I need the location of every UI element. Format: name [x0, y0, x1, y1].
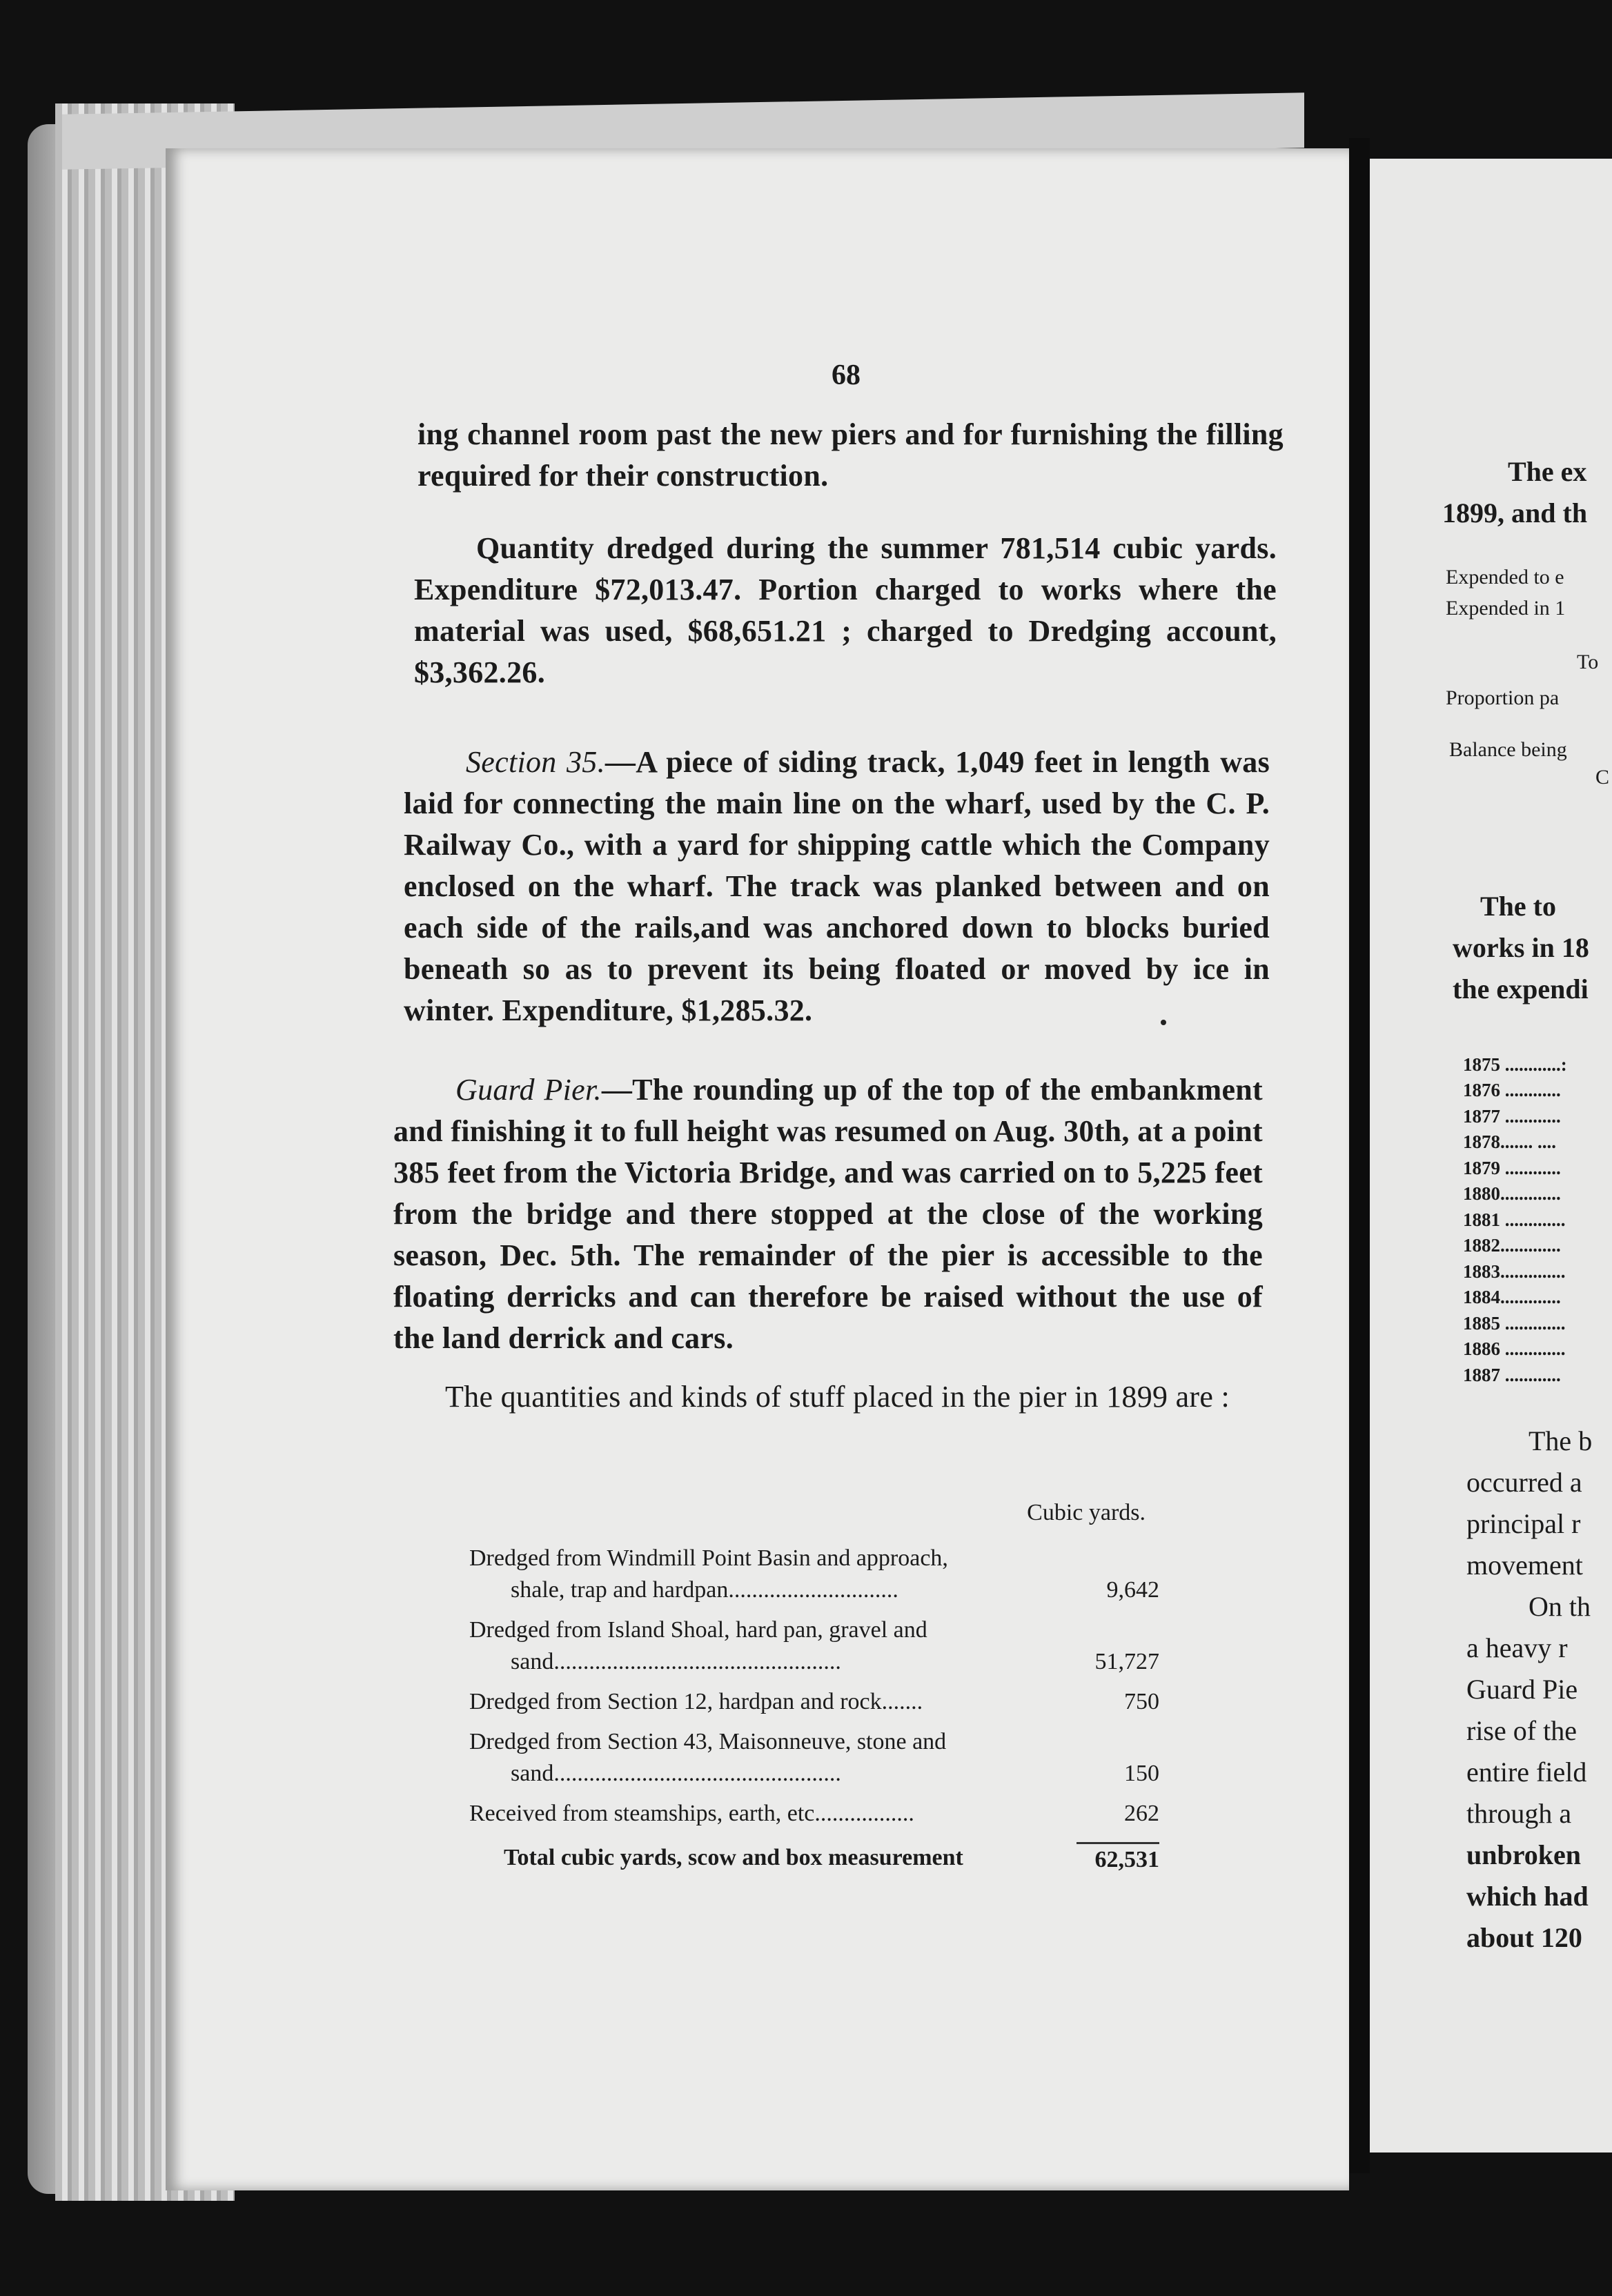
right-text-line: Guard Pie: [1466, 1674, 1578, 1705]
row-label: Dredged from Island Shoal, hard pan, gravel and: [469, 1617, 927, 1643]
year-row: 1875 ............:: [1463, 1054, 1567, 1075]
table-row: [469, 1543, 1159, 1606]
right-ledger-line: C: [1595, 766, 1610, 789]
right-text-line: On th: [1529, 1591, 1591, 1622]
right-text-line: principal r: [1466, 1508, 1581, 1539]
section-35-text: —A piece of siding track, 1,049 feet in length was laid for connecting the main line on the wharf, used by the C. P. Railway Co., with a yard for shipping cattle which the Company enclosed on the wharf. The track was planked between and on each side of the rails,and was anchored down to blocks buried beneath so as to prevent its being floated or moved by ice in winter. Expenditure, $1,285.32.: [404, 745, 1270, 1027]
right-ledger-line: Expended in 1: [1446, 597, 1566, 620]
right-ledger-line: Proportion pa: [1446, 686, 1560, 709]
right-text-line: rise of the: [1466, 1715, 1577, 1746]
right-text-line: movement: [1466, 1550, 1583, 1581]
row-value: 262: [1124, 1801, 1159, 1826]
right-text-line: unbroken: [1466, 1839, 1582, 1870]
total-value: 62,531: [1077, 1842, 1159, 1876]
year-row: 1879 ............: [1463, 1158, 1561, 1178]
year-row: 1884.............: [1463, 1287, 1561, 1307]
right-text-line: the expendi: [1453, 973, 1589, 1004]
right-text-line: a heavy r: [1466, 1632, 1568, 1663]
table-row: [469, 1798, 1159, 1830]
table-row: [469, 1686, 1159, 1718]
right-text-line: occurred a: [1466, 1467, 1582, 1498]
year-row: 1883..............: [1463, 1261, 1566, 1282]
row-value: 150: [1124, 1761, 1159, 1786]
year-row: 1881 .............: [1463, 1209, 1566, 1230]
paragraph-guard-pier: [393, 1069, 1263, 1359]
year-row: 1876 ............: [1463, 1080, 1561, 1100]
quantities-table: [469, 1497, 1159, 1876]
paragraph-section-35: [404, 742, 1270, 1031]
right-ledger-line: To: [1577, 651, 1599, 673]
total-label: Total cubic yards, scow and box measurement: [504, 1845, 963, 1870]
row-label: Received from steamships, earth, etc.................: [469, 1801, 914, 1826]
paragraph-quantity-dredged: Quantity dredged during the summer 781,514 cubic yards. Expenditure $72,013.47. Portion charged to works where the material was used, $68,651.21 ; charged to Dredging account, $3,362.26.: [414, 531, 1277, 689]
year-row: 1880.............: [1463, 1183, 1561, 1204]
paragraph-quantities-intro: The quantities and kinds of stuff placed in the pier in 1899 are :: [445, 1380, 1230, 1414]
right-text-line: The ex: [1508, 456, 1587, 487]
right-text-line: which had: [1466, 1881, 1589, 1912]
row-label: Dredged from Section 43, Maisonneuve, stone and: [469, 1729, 947, 1754]
row-label-cont: sand.................................................: [511, 1649, 841, 1674]
right-text-line: The to: [1480, 891, 1556, 922]
right-ledger-line: Balance being: [1449, 738, 1567, 761]
table-row: [469, 1726, 1159, 1790]
year-row: 1877 ............: [1463, 1106, 1561, 1127]
book-gutter: [1349, 138, 1370, 2173]
right-text-line: entire field: [1466, 1756, 1587, 1788]
right-text-line: through a: [1466, 1798, 1572, 1829]
right-text-line: works in 18: [1453, 932, 1589, 963]
row-value: 51,727: [1094, 1649, 1159, 1674]
row-value: 9,642: [1106, 1577, 1159, 1603]
year-row: 1878....... ....: [1463, 1131, 1556, 1152]
table-total-row: [469, 1842, 1159, 1876]
year-row: 1887 ............: [1463, 1365, 1561, 1385]
table-header-cubic-yards: Cubic yards.: [1027, 1500, 1146, 1525]
section-35-heading: Section 35.: [466, 745, 605, 779]
year-row: 1885 .............: [1463, 1313, 1566, 1334]
page-number: 68: [832, 359, 861, 391]
guard-pier-heading: Guard Pier.: [455, 1073, 602, 1107]
ink-dot: [1161, 1020, 1166, 1025]
year-row: 1886 .............: [1463, 1338, 1566, 1359]
right-text-line: 1899, and th: [1442, 497, 1588, 528]
year-row: 1882.............: [1463, 1235, 1561, 1256]
right-ledger-line: Expended to e: [1446, 566, 1564, 588]
row-value: 750: [1124, 1689, 1159, 1714]
row-label-cont: sand.................................................: [511, 1761, 841, 1786]
paragraph-continuation: ing channel room past the new piers and for furnishing the filling required for their construction.: [417, 417, 1284, 493]
row-label: Dredged from Section 12, hardpan and rock.......: [469, 1689, 923, 1714]
right-text-line: about 120: [1466, 1922, 1582, 1953]
row-label-cont: shale, trap and hardpan.............................: [511, 1577, 898, 1603]
guard-pier-text: —The rounding up of the top of the embankment and finishing it to full height was resumed on Aug. 30th, at a point 385 feet from the Victoria Bridge, and was carried on to 5,225 feet from the bridge and there stopped at the close of the working season, Dec. 5th. The remainder of the pier is accessible to the floating derricks and can therefore be raised without the use of the land derrick and cars.: [393, 1073, 1263, 1355]
right-text-line: The b: [1529, 1425, 1593, 1456]
table-row: [469, 1614, 1159, 1678]
row-label: Dredged from Windmill Point Basin and approach,: [469, 1545, 948, 1571]
